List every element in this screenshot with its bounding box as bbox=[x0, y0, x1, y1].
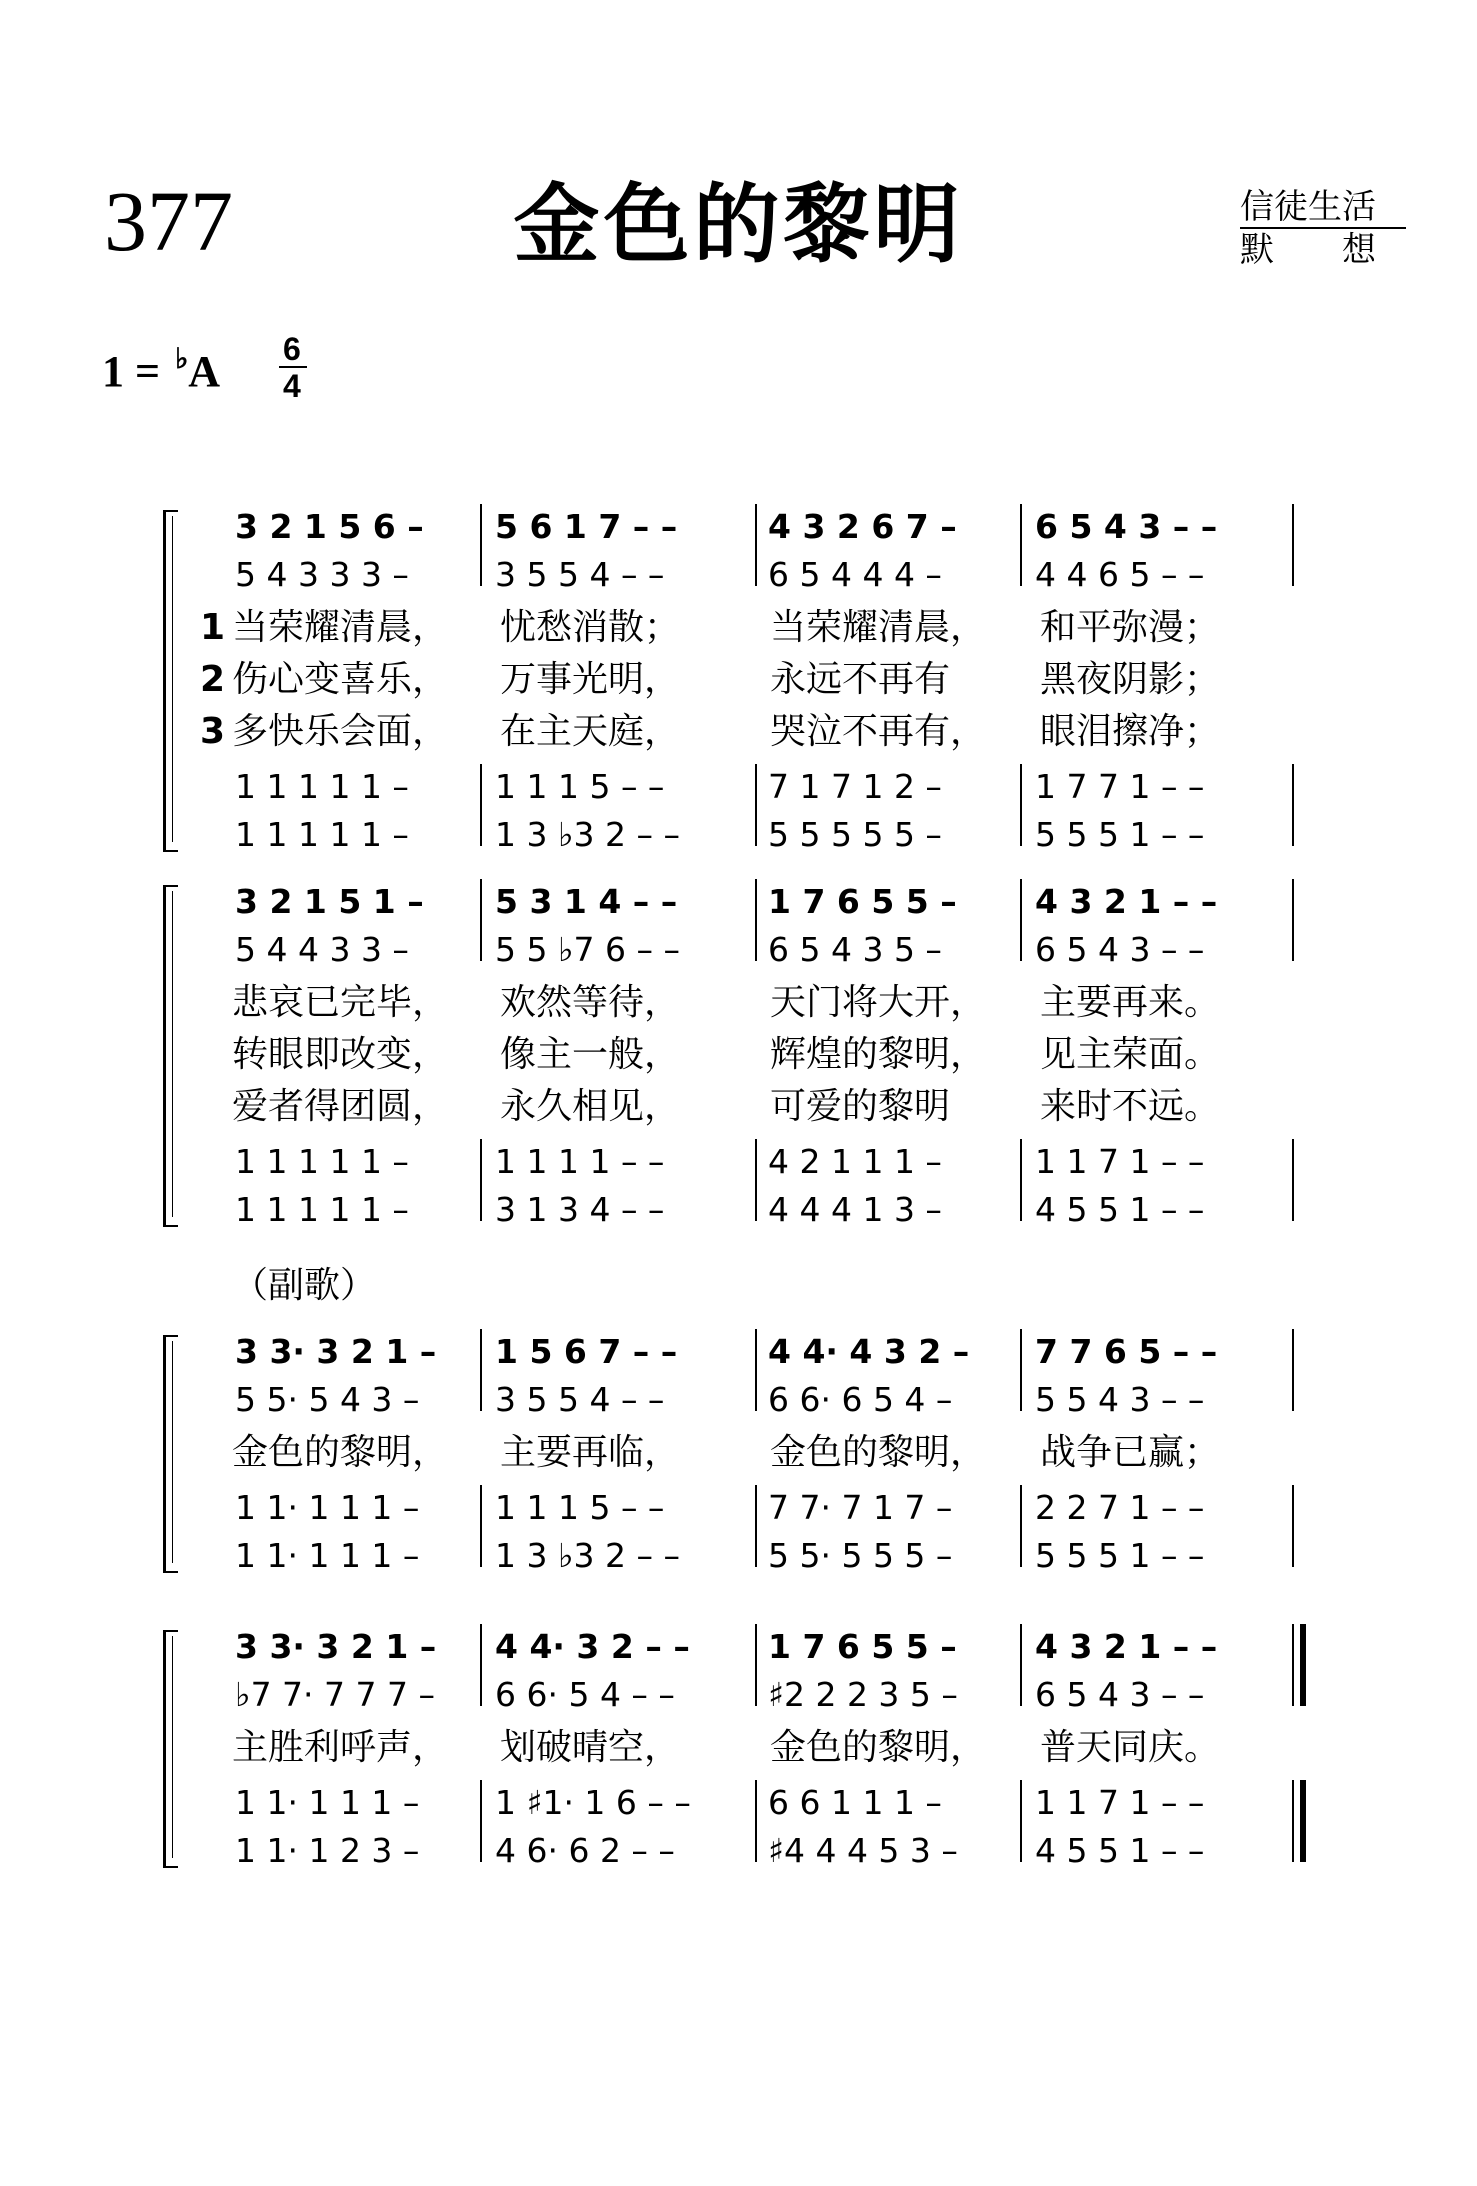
barline bbox=[1020, 764, 1022, 846]
soprano-measure-3: 1 7 6 5 5 – bbox=[768, 1627, 957, 1666]
bass-measure-2: 4 6· 6 2 – – bbox=[495, 1831, 675, 1870]
system-bracket bbox=[163, 510, 178, 852]
tenor-measure-1: 1 1· 1 1 1 – bbox=[235, 1783, 420, 1822]
system-4 bbox=[0, 1627, 1477, 1874]
barline bbox=[1292, 1139, 1294, 1221]
barline bbox=[480, 1485, 482, 1567]
bass-measure-4: 5 5 5 1 – – bbox=[1035, 815, 1205, 854]
lyric-line: 可爱的黎明 bbox=[770, 1086, 951, 1127]
system-bracket bbox=[163, 885, 178, 1227]
system-bracket bbox=[163, 1630, 178, 1868]
barline bbox=[755, 1485, 757, 1567]
lyric-line: 当荣耀清晨， bbox=[232, 607, 449, 648]
lyric-line: 爱者得团圆， bbox=[232, 1086, 449, 1127]
soprano-measure-3: 4 4· 4 3 2 – bbox=[768, 1332, 970, 1371]
bass-measure-3: ♯4 4 4 5 3 – bbox=[768, 1831, 958, 1870]
barline bbox=[1292, 879, 1294, 961]
soprano-measure-1: 3 3· 3 2 1 – bbox=[235, 1627, 437, 1666]
lyric-line: 转眼即改变， bbox=[232, 1034, 449, 1075]
lyric-line: 像主一般， bbox=[500, 1034, 681, 1075]
alto-measure-2: 5 5 ♭7 6 – – bbox=[495, 930, 680, 969]
tenor-measure-4: 1 1 7 1 – – bbox=[1035, 1783, 1205, 1822]
barline bbox=[480, 764, 482, 846]
barline bbox=[1292, 1485, 1294, 1567]
bass-measure-3: 5 5· 5 5 5 – bbox=[768, 1536, 953, 1575]
bass-measure-2: 3 1 3 4 – – bbox=[495, 1190, 665, 1229]
barline bbox=[1020, 1329, 1022, 1411]
lyric-line: 伤心变喜乐， bbox=[232, 659, 449, 700]
soprano-measure-4: 7 7 6 5 – – bbox=[1035, 1332, 1218, 1371]
bass-measure-1: 1 1· 1 1 1 – bbox=[235, 1536, 420, 1575]
alto-measure-2: 3 5 5 4 – – bbox=[495, 1380, 665, 1419]
source-underline bbox=[1240, 227, 1406, 229]
barline bbox=[1292, 504, 1294, 586]
hymn-number: 377 bbox=[104, 173, 233, 269]
soprano-measure-3: 1 7 6 5 5 – bbox=[768, 882, 957, 921]
alto-measure-4: 6 5 4 3 – – bbox=[1035, 930, 1205, 969]
alto-measure-1: 5 4 4 3 3 – bbox=[235, 930, 409, 969]
alto-measure-2: 3 5 5 4 – – bbox=[495, 555, 665, 594]
hymn-author: 默 想 bbox=[1240, 230, 1376, 270]
alto-measure-1: 5 4 3 3 3 – bbox=[235, 555, 409, 594]
lyric-line: 主胜利呼声， bbox=[232, 1727, 449, 1768]
lyric-line: 多快乐会面， bbox=[232, 711, 449, 752]
flat-icon: ♭ bbox=[175, 344, 189, 375]
verse-number: 2 bbox=[200, 659, 226, 700]
tenor-measure-2: 1 1 1 5 – – bbox=[495, 767, 665, 806]
tenor-measure-4: 2 2 7 1 – – bbox=[1035, 1488, 1205, 1527]
barline bbox=[1020, 1780, 1022, 1862]
lyric-line: 万事光明， bbox=[500, 659, 681, 700]
barline bbox=[480, 1329, 482, 1411]
final-barline bbox=[1300, 1780, 1306, 1862]
barline bbox=[755, 879, 757, 961]
verse-number: 3 bbox=[200, 711, 226, 752]
soprano-measure-1: 3 2 1 5 1 – bbox=[235, 882, 424, 921]
system-3 bbox=[0, 1332, 1477, 1579]
key-signature bbox=[102, 344, 221, 396]
barline bbox=[480, 1624, 482, 1706]
alto-measure-3: 6 5 4 4 4 – bbox=[768, 555, 942, 594]
barline bbox=[755, 504, 757, 586]
tenor-measure-2: 1 ♯1· 1 6 – – bbox=[495, 1783, 691, 1822]
lyric-line: 忧愁消散； bbox=[500, 607, 681, 648]
system-bracket-inner bbox=[172, 516, 173, 842]
tenor-measure-1: 1 1· 1 1 1 – bbox=[235, 1488, 420, 1527]
system-bracket bbox=[163, 1335, 178, 1573]
refrain-label: （副歌） bbox=[232, 1265, 377, 1306]
lyric-line: 来时不远。 bbox=[1040, 1086, 1221, 1127]
barline bbox=[755, 1329, 757, 1411]
barline bbox=[1292, 1329, 1294, 1411]
system-bracket-inner bbox=[172, 891, 173, 1217]
hymn-source: 信徒生活 bbox=[1240, 187, 1376, 227]
tenor-measure-3: 4 2 1 1 1 – bbox=[768, 1142, 942, 1181]
barline bbox=[1020, 1624, 1022, 1706]
barline bbox=[480, 1139, 482, 1221]
lyric-line: 辉煌的黎明， bbox=[770, 1034, 987, 1075]
lyric-line: 在主天庭， bbox=[500, 711, 681, 752]
barline bbox=[1020, 1139, 1022, 1221]
time-signature-bottom: 4 bbox=[283, 368, 301, 404]
lyric-line: 天门将大开， bbox=[770, 982, 987, 1023]
system-1 bbox=[0, 507, 1477, 858]
barline bbox=[480, 1780, 482, 1862]
bass-measure-1: 1 1 1 1 1 – bbox=[235, 1190, 409, 1229]
lyric-line: 金色的黎明， bbox=[770, 1432, 987, 1473]
tenor-measure-2: 1 1 1 5 – – bbox=[495, 1488, 665, 1527]
system-bracket-inner bbox=[172, 1636, 173, 1858]
system-2 bbox=[0, 882, 1477, 1233]
lyric-line: 战争已赢； bbox=[1040, 1432, 1221, 1473]
lyric-line: 见主荣面。 bbox=[1040, 1034, 1221, 1075]
soprano-measure-3: 4 3 2 6 7 – bbox=[768, 507, 957, 546]
tenor-measure-2: 1 1 1 1 – – bbox=[495, 1142, 665, 1181]
system-bracket-inner bbox=[172, 1341, 173, 1563]
lyric-line: 主要再临， bbox=[500, 1432, 681, 1473]
barline bbox=[1292, 1624, 1294, 1706]
lyric-line: 主要再来。 bbox=[1040, 982, 1221, 1023]
alto-measure-1: 5 5· 5 4 3 – bbox=[235, 1380, 420, 1419]
soprano-measure-2: 4 4· 3 2 – – bbox=[495, 1627, 690, 1666]
bass-measure-1: 1 1 1 1 1 – bbox=[235, 815, 409, 854]
barline bbox=[1020, 1485, 1022, 1567]
key-note: A bbox=[188, 347, 221, 396]
tenor-measure-3: 7 7· 7 1 7 – bbox=[768, 1488, 953, 1527]
barline bbox=[755, 764, 757, 846]
soprano-measure-2: 5 6 1 7 – – bbox=[495, 507, 678, 546]
bass-measure-3: 4 4 4 1 3 – bbox=[768, 1190, 942, 1229]
tenor-measure-4: 1 1 7 1 – – bbox=[1035, 1142, 1205, 1181]
key-prefix: 1 = bbox=[102, 347, 172, 396]
alto-measure-4: 4 4 6 5 – – bbox=[1035, 555, 1205, 594]
final-barline bbox=[1300, 1624, 1306, 1706]
soprano-measure-1: 3 2 1 5 6 – bbox=[235, 507, 424, 546]
tenor-measure-1: 1 1 1 1 1 – bbox=[235, 1142, 409, 1181]
lyric-line: 划破晴空， bbox=[500, 1727, 681, 1768]
lyric-line: 欢然等待， bbox=[500, 982, 681, 1023]
tenor-measure-4: 1 7 7 1 – – bbox=[1035, 767, 1205, 806]
lyric-line: 悲哀已完毕， bbox=[232, 982, 449, 1023]
lyric-line: 当荣耀清晨， bbox=[770, 607, 987, 648]
soprano-measure-2: 5 3 1 4 – – bbox=[495, 882, 678, 921]
barline bbox=[1292, 1780, 1294, 1862]
lyric-line: 永远不再有 bbox=[770, 659, 951, 700]
alto-measure-3: 6 6· 6 5 4 – bbox=[768, 1380, 953, 1419]
barline bbox=[1020, 879, 1022, 961]
soprano-measure-4: 6 5 4 3 – – bbox=[1035, 507, 1218, 546]
bass-measure-4: 5 5 5 1 – – bbox=[1035, 1536, 1205, 1575]
lyric-line: 黑夜阴影； bbox=[1040, 659, 1221, 700]
barline bbox=[1292, 764, 1294, 846]
hymn-title: 金色的黎明 bbox=[513, 175, 964, 275]
bass-measure-4: 4 5 5 1 – – bbox=[1035, 1190, 1205, 1229]
lyric-line: 永久相见， bbox=[500, 1086, 681, 1127]
verse-number: 1 bbox=[200, 607, 226, 648]
lyric-line: 金色的黎明， bbox=[232, 1432, 449, 1473]
soprano-measure-4: 4 3 2 1 – – bbox=[1035, 1627, 1218, 1666]
lyric-line: 普天同庆。 bbox=[1040, 1727, 1221, 1768]
time-signature-top: 6 bbox=[283, 331, 301, 367]
alto-measure-1: ♭7 7· 7 7 7 – bbox=[235, 1675, 435, 1714]
tenor-measure-3: 7 1 7 1 2 – bbox=[768, 767, 942, 806]
soprano-measure-2: 1 5 6 7 – – bbox=[495, 1332, 678, 1371]
soprano-measure-1: 3 3· 3 2 1 – bbox=[235, 1332, 437, 1371]
alto-measure-2: 6 6· 5 4 – – bbox=[495, 1675, 675, 1714]
tenor-measure-3: 6 6 1 1 1 – bbox=[768, 1783, 942, 1822]
alto-measure-3: 6 5 4 3 5 – bbox=[768, 930, 942, 969]
soprano-measure-4: 4 3 2 1 – – bbox=[1035, 882, 1218, 921]
lyric-line: 哭泣不再有， bbox=[770, 711, 987, 752]
lyric-line: 和平弥漫； bbox=[1040, 607, 1221, 648]
barline bbox=[755, 1139, 757, 1221]
alto-measure-4: 6 5 4 3 – – bbox=[1035, 1675, 1205, 1714]
bass-measure-2: 1 3 ♭3 2 – – bbox=[495, 815, 680, 854]
barline bbox=[480, 879, 482, 961]
bass-measure-1: 1 1· 1 2 3 – bbox=[235, 1831, 420, 1870]
barline bbox=[480, 504, 482, 586]
lyric-line: 金色的黎明， bbox=[770, 1727, 987, 1768]
barline bbox=[755, 1780, 757, 1862]
alto-measure-4: 5 5 4 3 – – bbox=[1035, 1380, 1205, 1419]
bass-measure-2: 1 3 ♭3 2 – – bbox=[495, 1536, 680, 1575]
lyric-line: 眼泪擦净； bbox=[1040, 711, 1221, 752]
barline bbox=[755, 1624, 757, 1706]
alto-measure-3: ♯2 2 2 3 5 – bbox=[768, 1675, 958, 1714]
bass-measure-3: 5 5 5 5 5 – bbox=[768, 815, 942, 854]
tenor-measure-1: 1 1 1 1 1 – bbox=[235, 767, 409, 806]
barline bbox=[1020, 504, 1022, 586]
bass-measure-4: 4 5 5 1 – – bbox=[1035, 1831, 1205, 1870]
